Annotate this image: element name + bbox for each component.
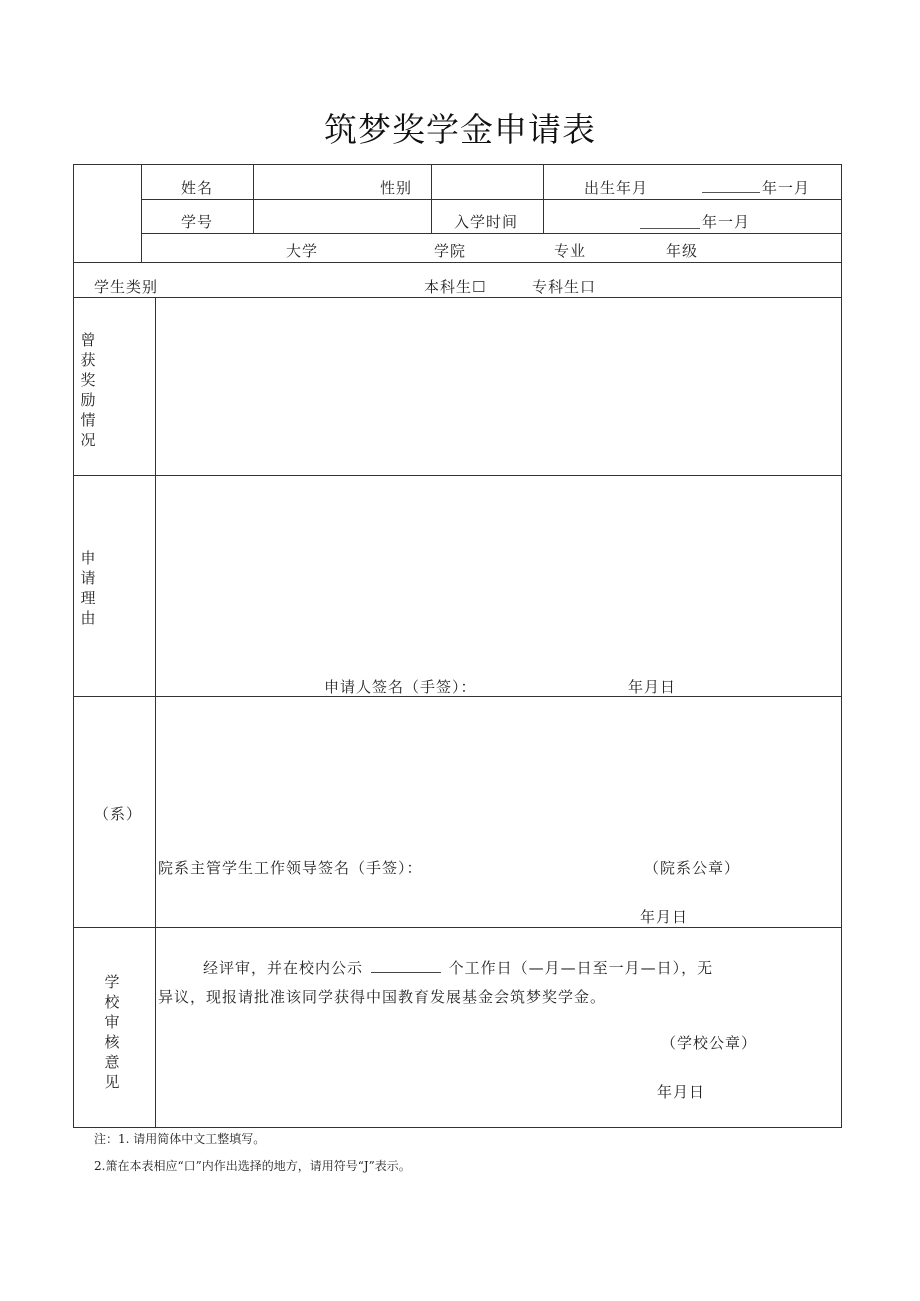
awards-label: 曾获奖励情况 xyxy=(80,331,96,449)
department-field[interactable] xyxy=(158,700,838,850)
table-border-bottom xyxy=(73,1127,842,1128)
publicity-days-blank[interactable] xyxy=(371,958,441,973)
applicant-date: 年月日 xyxy=(628,678,677,696)
major-label: 专业 xyxy=(554,242,587,260)
enroll-label: 入学时间 xyxy=(454,213,519,231)
department-label: （系） xyxy=(94,805,143,823)
school-review-text-post: 个工作日（—月—日至一月—日），无 xyxy=(448,959,714,977)
form-title: 筑梦奖学金申请表 xyxy=(324,110,596,149)
grid-line xyxy=(73,297,842,298)
table-border-top xyxy=(73,164,842,165)
grid-line xyxy=(253,164,254,233)
note-line-1: 注：1. 请用简体中文工整填写。 xyxy=(94,1132,266,1146)
school-review-text-line1 xyxy=(203,957,713,978)
grid-line xyxy=(141,199,842,200)
note-line-2: 2.箫在本表相应“口”内作出选择的地方，请用符号“J”表示。 xyxy=(94,1159,411,1173)
junior-college-checkbox[interactable]: 专科生口 xyxy=(532,278,597,296)
awards-field[interactable] xyxy=(158,300,838,472)
gender-label: 性别 xyxy=(380,179,413,197)
school-review-text-line2: 异议，现报请批准该同学获得中国教育发展基金会筑梦奖学金。 xyxy=(158,988,607,1006)
department-seal: （院系公章） xyxy=(644,859,741,877)
birth-year-blank[interactable] xyxy=(702,192,760,193)
university-label: 大学 xyxy=(286,242,319,260)
student-id-field[interactable] xyxy=(256,202,428,230)
department-date: 年月日 xyxy=(640,908,689,926)
applicant-signature-label: 申请人签名（手签）： xyxy=(324,678,477,696)
grid-line xyxy=(543,164,544,233)
table-border-right xyxy=(841,164,842,1128)
category-label: 学生类别 xyxy=(94,278,159,296)
school-review-label: 学校审核意见 xyxy=(104,973,120,1091)
grid-line xyxy=(431,164,432,233)
birth-value: 年一月 xyxy=(762,179,811,197)
birth-label: 出生年月 xyxy=(584,179,649,197)
name-label: 姓名 xyxy=(181,179,214,197)
student-id-label: 学号 xyxy=(181,213,214,231)
college-label: 学院 xyxy=(434,242,467,260)
reason-label: 申请理由 xyxy=(80,549,96,627)
department-signature-label: 院系主管学生工作领导签名（手签）： xyxy=(158,859,423,877)
school-date: 年月日 xyxy=(657,1083,706,1101)
grade-label: 年级 xyxy=(666,242,699,260)
enroll-value: 年一月 xyxy=(702,213,751,231)
grid-line xyxy=(73,927,842,928)
enroll-year-blank[interactable] xyxy=(640,228,700,229)
grid-line xyxy=(141,164,142,262)
gender-field[interactable] xyxy=(434,168,540,196)
school-review-text-pre: 经评审，并在校内公示 xyxy=(203,959,364,977)
grid-line xyxy=(73,475,842,476)
grid-line xyxy=(155,297,156,1128)
grid-line xyxy=(73,262,842,263)
grid-line xyxy=(141,233,842,234)
reason-field[interactable] xyxy=(158,478,838,668)
school-seal: （学校公章） xyxy=(661,1034,758,1052)
undergrad-checkbox[interactable]: 本科生☐ xyxy=(424,278,487,296)
table-border-left xyxy=(73,164,74,1128)
